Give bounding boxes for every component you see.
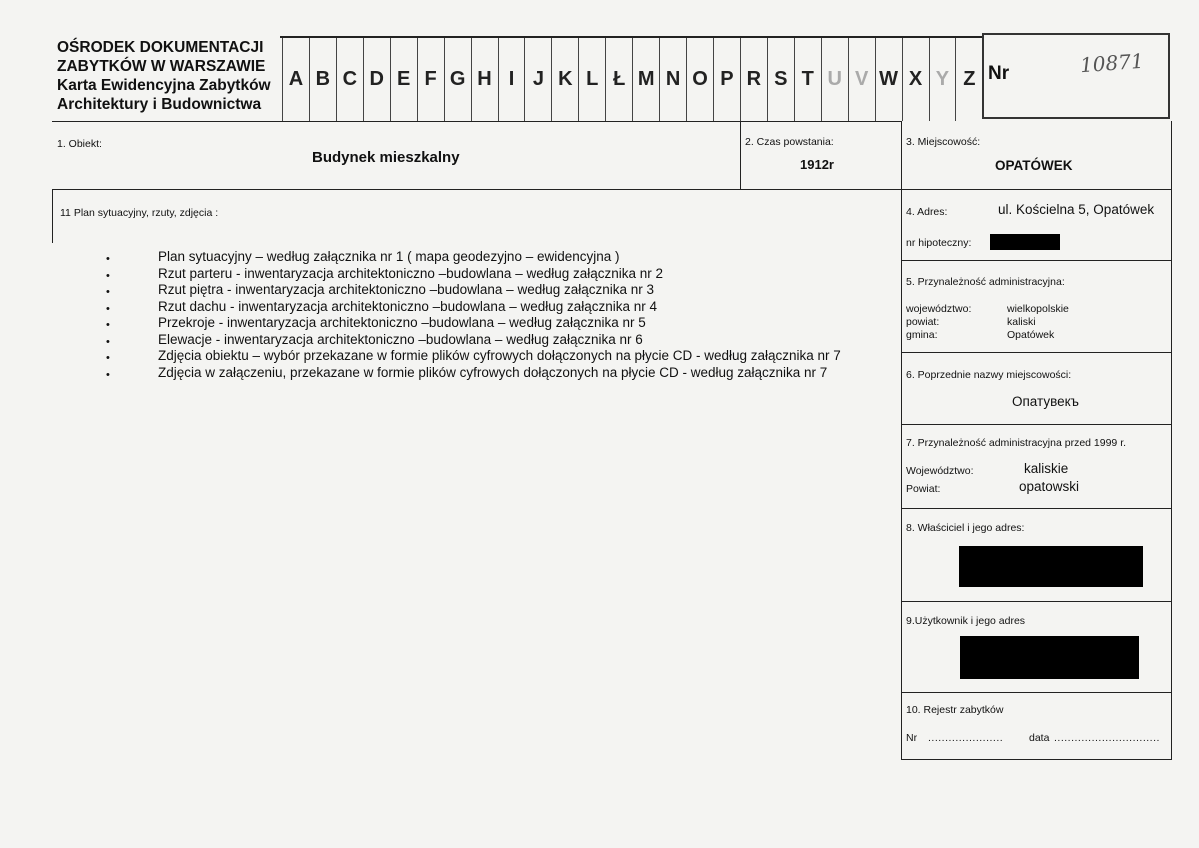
organization-header xyxy=(57,38,271,114)
poprzednie-label: 6. Poprzednie nazwy miejscowości: xyxy=(906,369,1072,381)
rule-4 xyxy=(901,189,1172,190)
rule-9 xyxy=(901,601,1172,602)
plan-items-list xyxy=(106,249,841,381)
index-letter: Z xyxy=(955,37,982,121)
org-line-4: Architektury i Budownictwa xyxy=(57,96,262,113)
obiekt-label: 1. Obiekt: xyxy=(57,138,102,150)
rejestr-data-dots: ............................... xyxy=(1054,732,1160,744)
obiekt-value: Budynek mieszkalny xyxy=(312,149,460,166)
col2-divider xyxy=(740,121,741,189)
index-letter: D xyxy=(363,37,390,121)
right-column-edge xyxy=(1171,121,1172,759)
index-letter: W xyxy=(875,37,902,121)
plan-list-item: • Elewacje - inwentaryzacja architektoniczno –budowlana – według załącznika nr 6 xyxy=(106,332,841,349)
index-letter: M xyxy=(632,37,659,121)
index-letter: X xyxy=(902,37,929,121)
rule-6 xyxy=(901,352,1172,353)
right-column-divider xyxy=(901,121,902,759)
przed1999-woj-value: kaliskie xyxy=(1024,461,1069,476)
rejestr-data-label: data xyxy=(1029,732,1050,744)
header-bottom-rule xyxy=(52,121,902,122)
index-letter: K xyxy=(551,37,578,121)
org-line-1: OŚRODEK DOKUMENTACJI xyxy=(57,39,264,56)
gmina-label: gmina: xyxy=(906,329,938,341)
index-letter: V xyxy=(848,37,875,121)
redacted-uzytkownik xyxy=(960,636,1139,679)
plan-list-item: • Rzut piętra - inwentaryzacja architektoniczno –budowlana – według załącznika nr 3 xyxy=(106,282,841,299)
index-letter: T xyxy=(794,37,821,121)
powiat-label: powiat: xyxy=(906,316,940,328)
index-letter: C xyxy=(336,37,363,121)
index-letter: R xyxy=(740,37,767,121)
plan-left-tick xyxy=(52,189,53,243)
handwritten-record-number: 10871 xyxy=(1079,48,1145,78)
wlasciciel-label: 8. Właściciel i jego adres: xyxy=(906,522,1025,534)
index-letter: L xyxy=(578,37,605,121)
plan-list-item: • Przekroje - inwentaryzacja architektoniczno –budowlana – według załącznika nr 5 xyxy=(106,315,841,332)
miejscowosc-value: OPATÓWEK xyxy=(995,158,1073,173)
plan-list-item: • Rzut dachu - inwentaryzacja architektoniczno –budowlana – według załącznika nr 4 xyxy=(106,299,841,316)
plan-label: 11 Plan sytuacyjny, rzuty, zdjęcia : xyxy=(60,207,219,219)
nr-label: Nr xyxy=(988,63,1010,84)
plan-list-item: • Rzut parteru - inwentaryzacja architektoniczno –budowlana – według załącznika nr 2 xyxy=(106,266,841,283)
index-letter: F xyxy=(417,37,444,121)
index-letter: J xyxy=(524,37,551,121)
index-letter: G xyxy=(444,37,471,121)
czas-value: 1912r xyxy=(800,157,834,172)
rule-5 xyxy=(901,260,1172,261)
index-letter: Ł xyxy=(605,37,632,121)
rule-8 xyxy=(901,508,1172,509)
index-letter: I xyxy=(498,37,525,121)
powiat-value: kaliski xyxy=(1007,316,1036,328)
index-letter: U xyxy=(821,37,848,121)
redacted-hipoteczny xyxy=(990,234,1060,250)
index-letter: O xyxy=(686,37,713,121)
index-letter: A xyxy=(282,37,309,121)
adres-value: ul. Kościelna 5, Opatówek xyxy=(998,202,1155,217)
rejestr-nr-label: Nr xyxy=(906,732,918,744)
przed1999-pow-label: Powiat: xyxy=(906,483,941,495)
przed1999-pow-value: opatowski xyxy=(1019,479,1080,494)
index-letter: H xyxy=(471,37,498,121)
hipoteczny-label: nr hipoteczny: xyxy=(906,237,972,249)
index-letter: N xyxy=(659,37,686,121)
index-letter: S xyxy=(767,37,794,121)
right-column-bottom xyxy=(901,759,1172,760)
redacted-wlasciciel xyxy=(959,546,1143,587)
przynaleznosc-label: 5. Przynależność administracyjna: xyxy=(906,276,1065,288)
org-line-2: ZABYTKÓW W WARSZAWIE xyxy=(57,58,266,75)
rejestr-label: 10. Rejestr zabytków xyxy=(906,704,1004,716)
plan-list-item: • Plan sytuacyjny – według załącznika nr 1 ( mapa geodezyjno – ewidencyjna ) xyxy=(106,249,841,266)
plan-list-item: • Zdjęcia obiektu – wybór przekazane w formie plików cyfrowych dołączonych na płycie CD - według załącznika nr 7 xyxy=(106,348,841,365)
index-letter: P xyxy=(713,37,740,121)
record-number-box xyxy=(982,33,1170,119)
org-line-3: Karta Ewidencyjna Zabytków xyxy=(57,77,271,94)
rule-10 xyxy=(901,692,1172,693)
wojewodztwo-label: województwo: xyxy=(906,303,972,315)
miejscowosc-label: 3. Miejscowość: xyxy=(906,136,981,148)
letters-top-border xyxy=(280,36,982,38)
plan-list-item: • Zdjęcia w załączeniu, przekazane w formie plików cyfrowych dołączonych na płycie CD - według załącznika nr 7 xyxy=(106,365,841,382)
index-letter: E xyxy=(390,37,417,121)
czas-label: 2. Czas powstania: xyxy=(745,136,834,148)
index-letter: B xyxy=(309,37,336,121)
poprzednie-value: Опатувекъ xyxy=(1012,394,1079,409)
gmina-value: Opatówek xyxy=(1007,329,1055,341)
wojewodztwo-value: wielkopolskie xyxy=(1007,303,1069,315)
przed1999-woj-label: Województwo: xyxy=(906,465,974,477)
adres-label: 4. Adres: xyxy=(906,206,948,218)
alphabet-index-strip xyxy=(282,37,982,121)
rejestr-nr-dots: ...................... xyxy=(928,732,1004,744)
row1-bottom-rule xyxy=(52,189,902,190)
rule-7 xyxy=(901,424,1172,425)
przed1999-label: 7. Przynależność administracyjna przed 1999 r. xyxy=(906,437,1127,449)
index-letter: Y xyxy=(929,37,956,121)
uzytkownik-label: 9.Użytkownik i jego adres xyxy=(906,615,1026,627)
